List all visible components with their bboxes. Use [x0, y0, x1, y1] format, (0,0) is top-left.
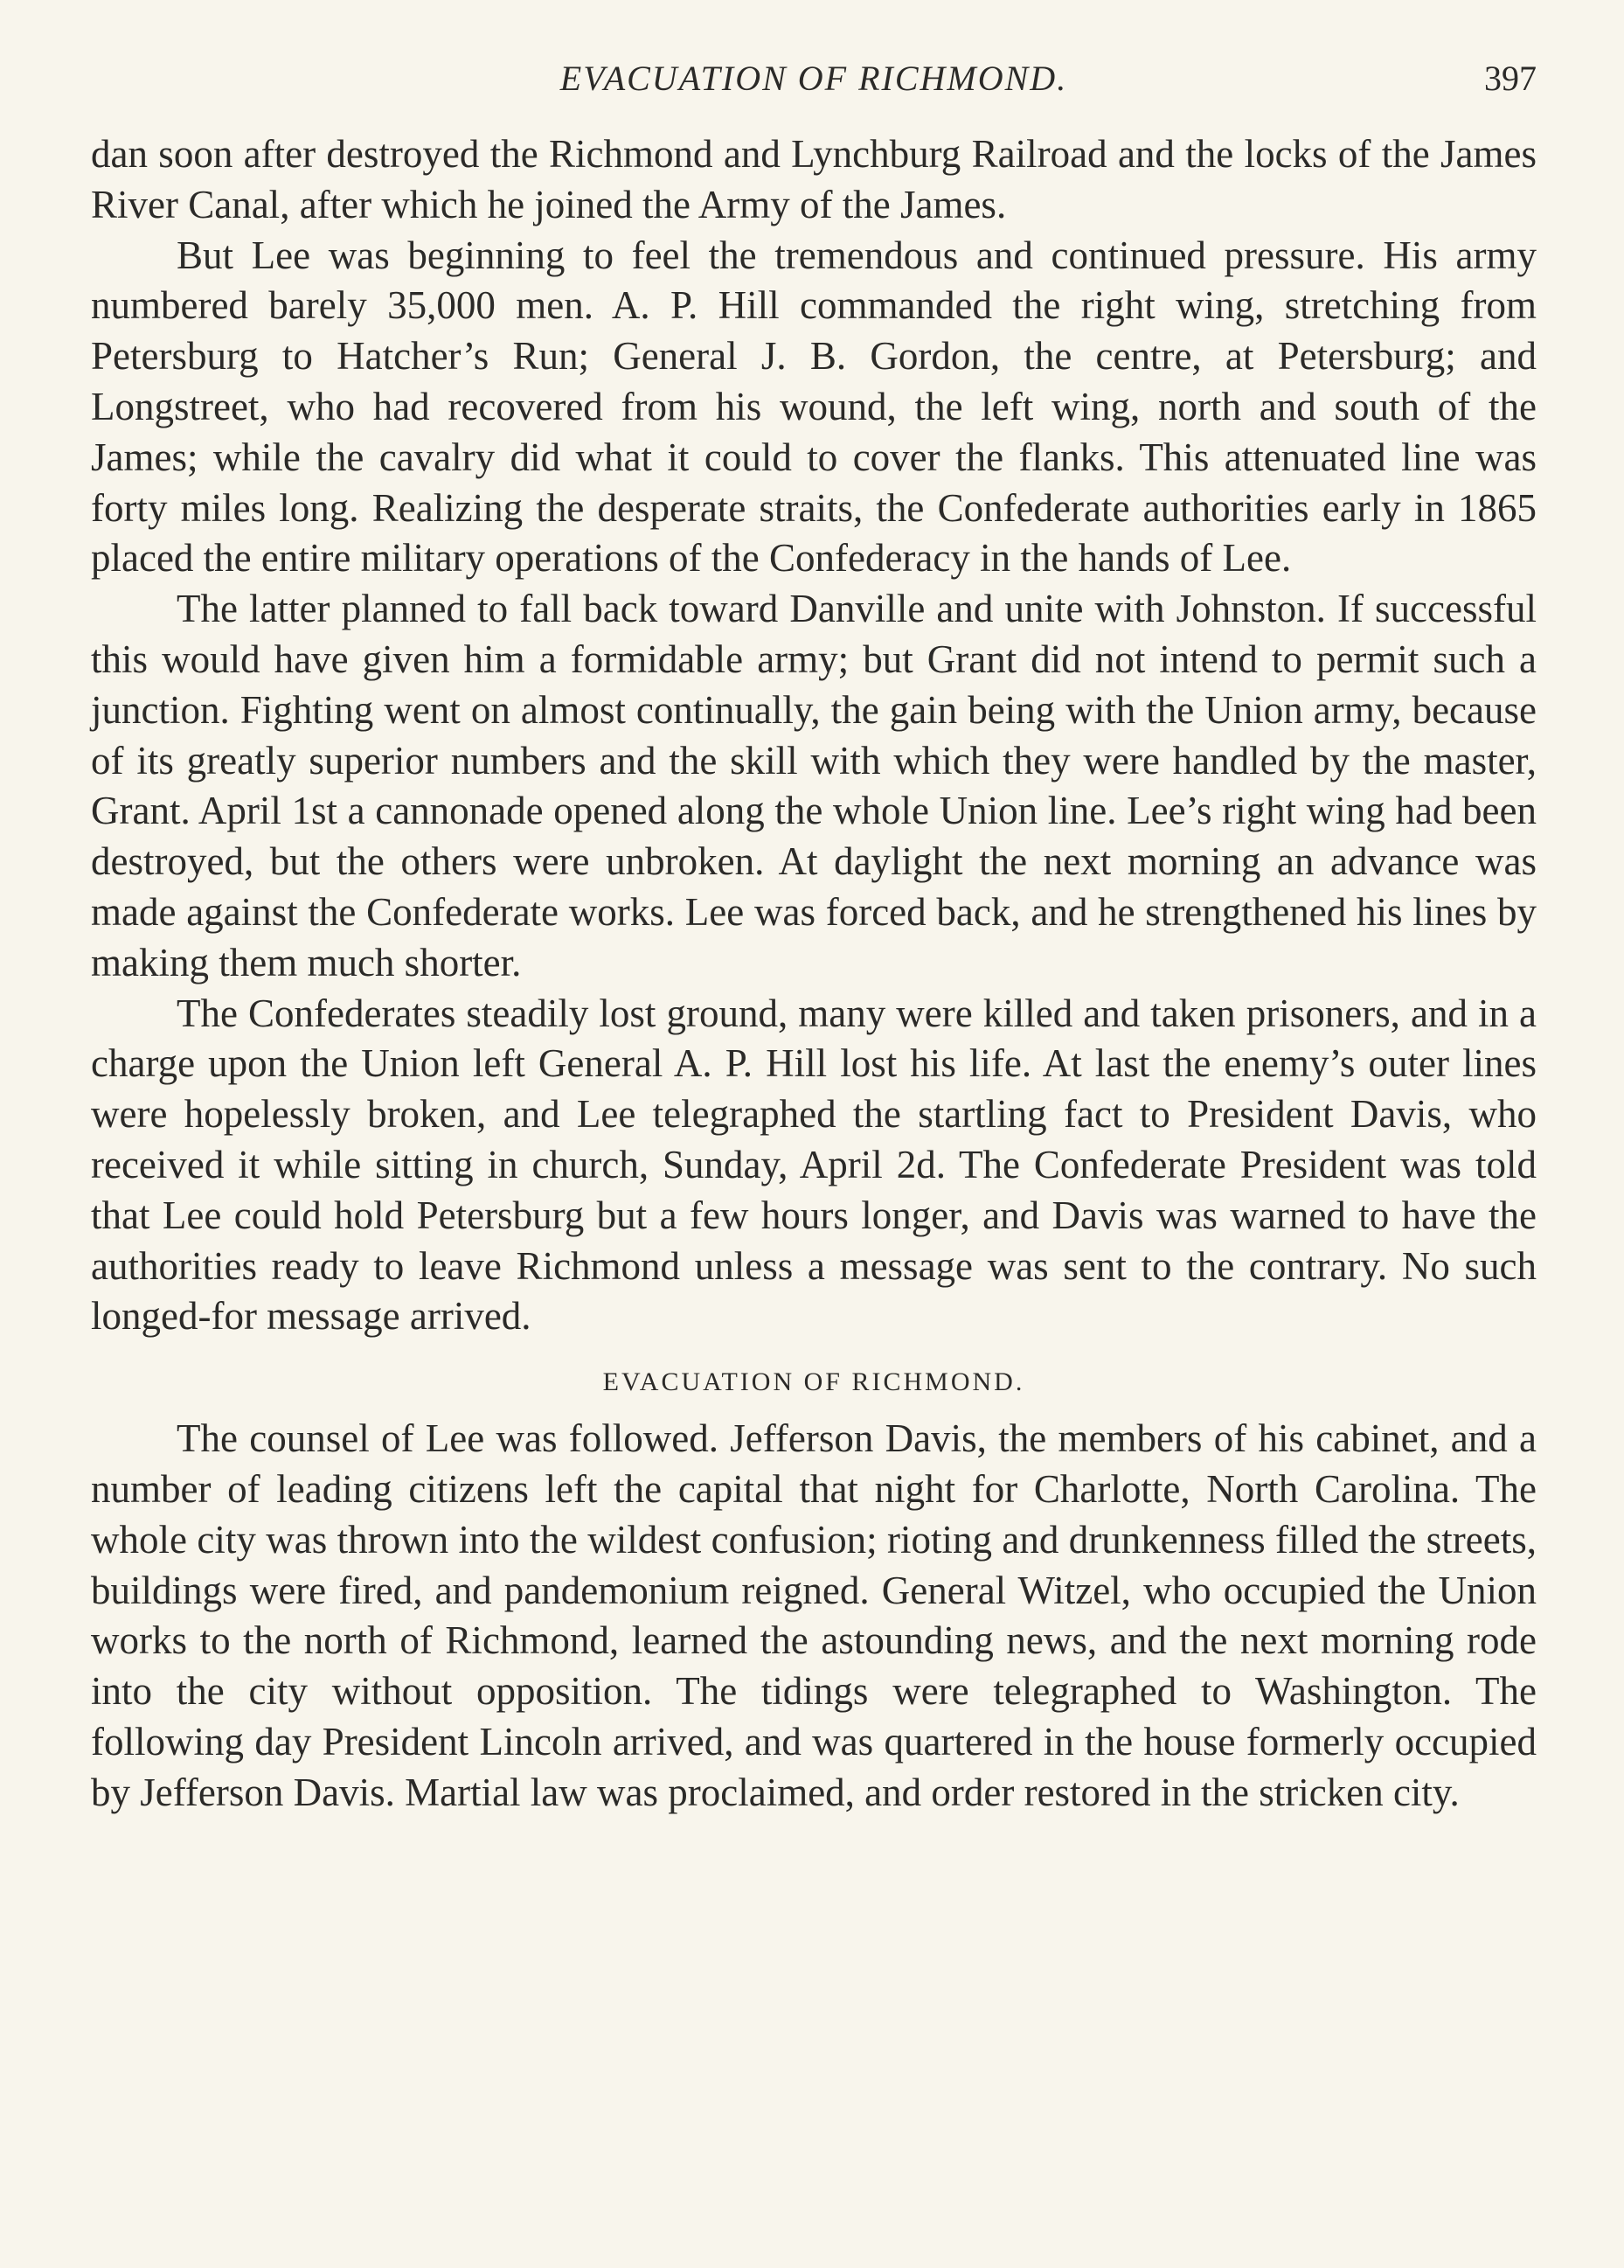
- paragraph: The Confederates steadily lost ground, many were killed and taken prisoners, and in a charge upon the Union left General A. P. Hill lost his life. At last the enemy’s outer lines were hopelessly broken, and Lee telegraphed the startling fact to President Davis, who received it while sitting in church, Sunday, April 2d. The Confederate President was told that Lee could hold Petersburg but a few hours longer, and Davis was warned to have the authorities ready to leave Richmond unless a message was sent to the contrary. No such longed-for message arrived.: [91, 991, 1537, 1339]
- paragraph: The latter planned to fall back toward Danville and unite with Johnston. If successful this would have given him a formidable army; but Grant did not intend to permit such a junction. Fighting went on almost continually, the gain being with the Union army, because of its greatly superior numbers and the skill with which they were handled by the master, Grant. April 1st a cannonade opened along the whole Union line. Lee’s right wing had been destroyed, but the others were unbroken. At daylight the next morning an advance was made against the Confederate works. Lee was forced back, and he strengthened his lines by making them much shorter.: [91, 587, 1537, 984]
- running-header: [91, 52, 1537, 105]
- section-heading: EVACUATION OF RICHMOND.: [602, 1367, 1025, 1397]
- paragraph: The counsel of Lee was followed. Jefferson Davis, the members of his cabinet, and a number of leading citizens left the capital that night for Charlotte, North Carolina. The whole city was thrown into the wildest confusion; rioting and drunkenness filled the streets, buildings were fired, and pandemonium reigned. General Witzel, who occupied the Union works to the north of Richmond, learned the astounding news, and the next morning rode into the city without opposition. The tidings were telegraphed to Washington. The following day President Lincoln arrived, and was quartered in the house formerly occupied by Jefferson Davis. Martial law was proclaimed, and order restored in the stricken city.: [91, 1416, 1537, 1814]
- paragraph: But Lee was beginning to feel the tremendous and continued pressure. His army numbered barely 35,000 men. A. P. Hill commanded the right wing, stretching from Petersburg to Hatcher’s Run; General J. B. Gordon, the centre, at Petersburg; and Longstreet, who had recovered from his wound, the left wing, north and south of the James; while the cavalry did what it could to cover the flanks. This attenuated line was forty miles long. Realizing the desperate straits, the Confederate authorities early in 1865 placed the entire military operations of the Confederacy in the hands of Lee.: [91, 233, 1537, 581]
- paragraph-continuation: dan soon after destroyed the Richmond and Lynchburg Railroad and the locks of the James River Canal, after which he joined the Army of the James.: [91, 132, 1537, 226]
- body-text: [91, 129, 1537, 1819]
- running-title: EVACUATION OF RICHMOND.: [559, 59, 1068, 98]
- page-number: 397: [1484, 59, 1537, 98]
